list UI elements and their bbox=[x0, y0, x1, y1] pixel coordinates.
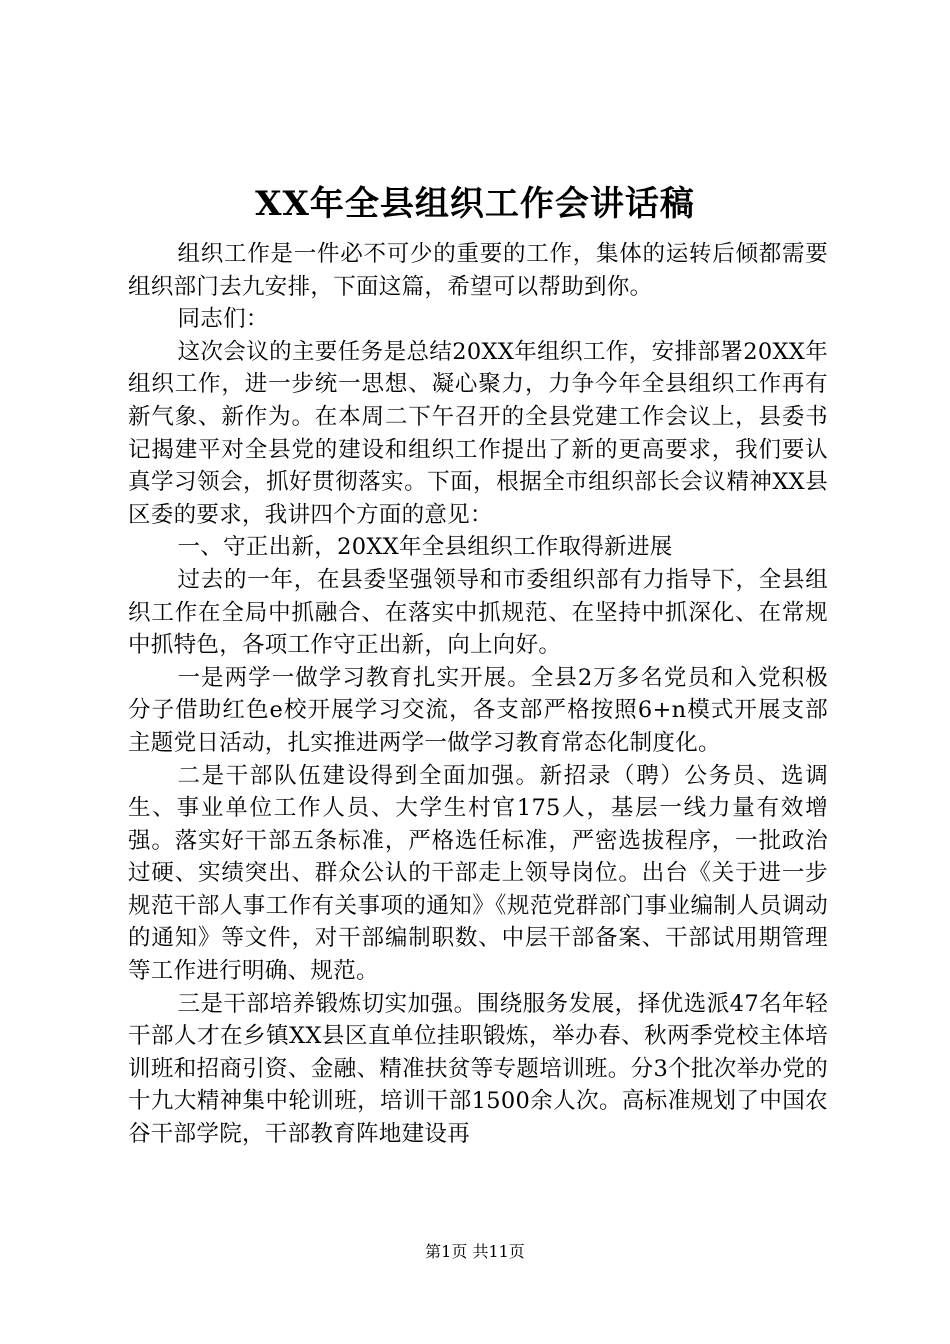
section-heading-1: 一、守正出新，20XX年全县组织工作取得新进展 bbox=[177, 534, 673, 561]
document-body bbox=[128, 238, 828, 1151]
paragraph-point-3: 三是干部培养锻炼切实加强。围绕服务发展，择优选派47名年轻干部人才在乡镇XX县区直单位挂职锻炼，举办春、秋两季党校主体培训班和招商引资、金融、精准扶贫等专题培训班。分3个批次举办党的十九大精神集中轮训班，培训干部1500余人次。高标准规划了中国农谷干部学院，干部教育阵地建设再 bbox=[128, 990, 828, 1148]
paragraph-point-2: 二是干部队伍建设得到全面加强。新招录（聘）公务员、选调生、事业单位工作人员、大学生村官175人，基层一线力量有效增强。落实好干部五条标准，严格选任标准，严密选拔程序，一批政治过硬、实绩突出、群众公认的干部走上领导岗位。出台《关于进一步规范干部人事工作有关事项的通知》《规范党群部门事业编制人员调动的通知》等文件，对干部编制职数、中层干部备案、干部试用期管理等工作进行明确、规范。 bbox=[128, 762, 828, 985]
paragraph-point-1: 一是两学一做学习教育扎实开展。全县2万多名党员和入党积极分子借助红色e校开展学习交流，各支部严格按照6+n模式开展支部主题党日活动，扎实推进两学一做学习教育常态化制度化。 bbox=[128, 664, 828, 756]
document-title: XX年全县组织工作会讲话稿 bbox=[255, 184, 695, 224]
paragraph-salutation: 同志们： bbox=[177, 306, 269, 333]
paragraph-intro: 组织工作是一件必不可少的重要的工作，集体的运转后倾都需要组织部门去九安排，下面这篇，希望可以帮助到你。 bbox=[128, 241, 828, 300]
page-footer: 第1页 共11页 bbox=[425, 1242, 525, 1261]
paragraph-meeting-tasks: 这次会议的主要任务是总结20XX年组织工作，安排部署20XX年组织工作，进一步统一思想、凝心聚力，力争今年全县组织工作再有新气象、新作为。在本周二下午召开的全县党建工作会议上，县委书记揭建平对全县党的建设和组织工作提出了新的更高要求，我们要认真学习领会，抓好贯彻落实。下面，根据全市组织部长会议精神XX县区委的要求，我讲四个方面的意见： bbox=[128, 338, 828, 528]
paragraph-past-year: 过去的一年，在县委坚强领导和市委组织部有力指导下，全县组织工作在全局中抓融合、在落实中抓规范、在坚持中抓深化、在常规中抓特色，各项工作守正出新，向上向好。 bbox=[128, 566, 828, 659]
